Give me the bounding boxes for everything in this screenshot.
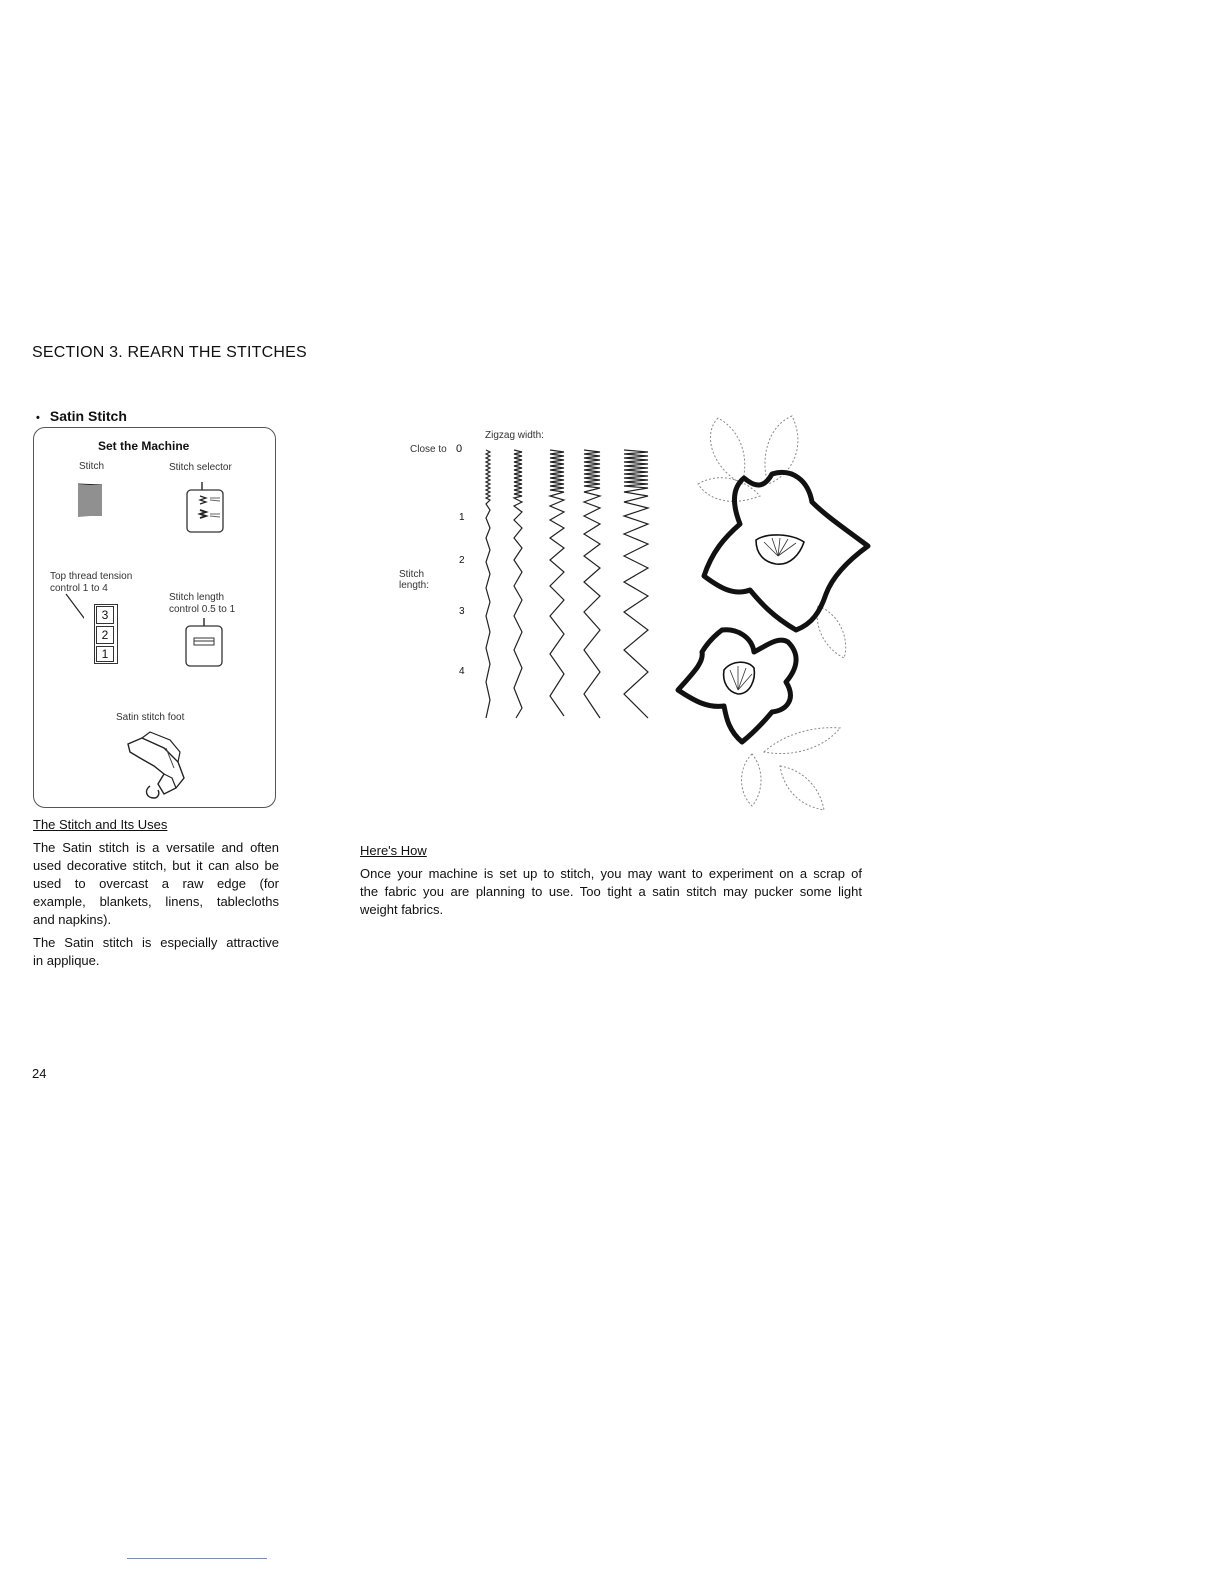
bullet: •: [36, 412, 40, 424]
applique-flowers-illustration: [668, 406, 878, 814]
how-paragraph: [360, 865, 862, 919]
uses-paragraph-2: [33, 934, 279, 970]
uses-heading: The Stitch and Its Uses: [33, 817, 168, 832]
uses-paragraph-1: [33, 839, 279, 929]
length-value-0: 0: [456, 443, 463, 455]
tension-label-line2: control 1 to 4: [50, 583, 108, 594]
small-flower-outline: [678, 630, 796, 742]
how-line1: Once your machine is set up to stitch, you may want to experiment on a scrap of: [360, 866, 862, 881]
tension-pointer-icon: [64, 592, 84, 632]
length-value-4: 4: [459, 666, 465, 677]
how-line2: the fabric you are planning to use. Too tight a satin stitch may pucker some light: [360, 884, 862, 899]
stitch-selector-dial-icon: [180, 480, 228, 536]
set-machine-title: Set the Machine: [98, 439, 190, 453]
leaf-right-mid: [817, 606, 846, 658]
uses-p1-line1: The Satin stitch is a versatile and often: [33, 840, 279, 855]
how-heading: Here's How: [360, 843, 427, 858]
tension-value-1: 1: [96, 646, 114, 662]
tension-label-line1: Top thread tension: [50, 571, 133, 582]
length-value-3: 3: [459, 606, 465, 617]
satin-stitch-icon: [75, 480, 105, 522]
stitch-length-label-line2: length:: [399, 580, 430, 591]
tension-value-3: 3: [96, 606, 114, 624]
page-number: 24: [32, 1066, 47, 1081]
satin-stitch-foot-icon: [120, 728, 200, 804]
length-value-2: 2: [459, 555, 465, 566]
section-title: SECTION 3. REARN THE STITCHES: [32, 344, 307, 361]
large-flower-outline: [704, 472, 868, 630]
zigzag-width-length-diagram: [476, 444, 666, 722]
zigzag-column-2: [514, 450, 522, 718]
stitch-length-label-line1: Stitch: [399, 569, 425, 580]
uses-p1-line5: and napkins).: [33, 912, 112, 927]
close-to-label: Close to: [410, 444, 447, 455]
uses-p1-line4: example, blankets, linens, tablecloths: [33, 894, 279, 909]
leaf-bottom-left: [742, 754, 762, 806]
uses-p2-line1: The Satin stitch is especially attractive: [33, 935, 279, 950]
footer-rule: [127, 1558, 267, 1559]
satin-stitch-title: [36, 408, 127, 424]
uses-p1-line2: used decorative stitch, but it can also be: [33, 858, 279, 873]
length-label-line2: control 0.5 to 1: [169, 604, 236, 615]
zigzag-column-3: [550, 450, 564, 716]
uses-p2-line2: in applique.: [33, 953, 100, 968]
zigzag-column-5: [624, 450, 648, 718]
uses-p1-line3: used to overcast a raw edge (for: [33, 876, 279, 891]
satin-stitch-title-text: Satin Stitch: [49, 408, 127, 424]
stitch-selector-label: Stitch selector: [169, 462, 232, 473]
leaf-bottom: [780, 766, 824, 810]
length-value-1: 1: [459, 512, 465, 523]
zigzag-column-1: [486, 450, 490, 718]
stitch-length-dial-icon: [182, 616, 226, 670]
zigzag-column-4: [584, 450, 600, 718]
foot-label: Satin stitch foot: [116, 712, 185, 723]
length-label-line1: Stitch length: [169, 592, 225, 603]
stitch-label: Stitch: [79, 461, 105, 472]
leaf-bottom-right: [764, 728, 840, 754]
zigzag-width-label: Zigzag width:: [485, 430, 544, 441]
tension-value-2: 2: [96, 626, 114, 644]
how-line3: weight fabrics.: [360, 902, 444, 917]
leaf-top-left: [710, 418, 744, 484]
